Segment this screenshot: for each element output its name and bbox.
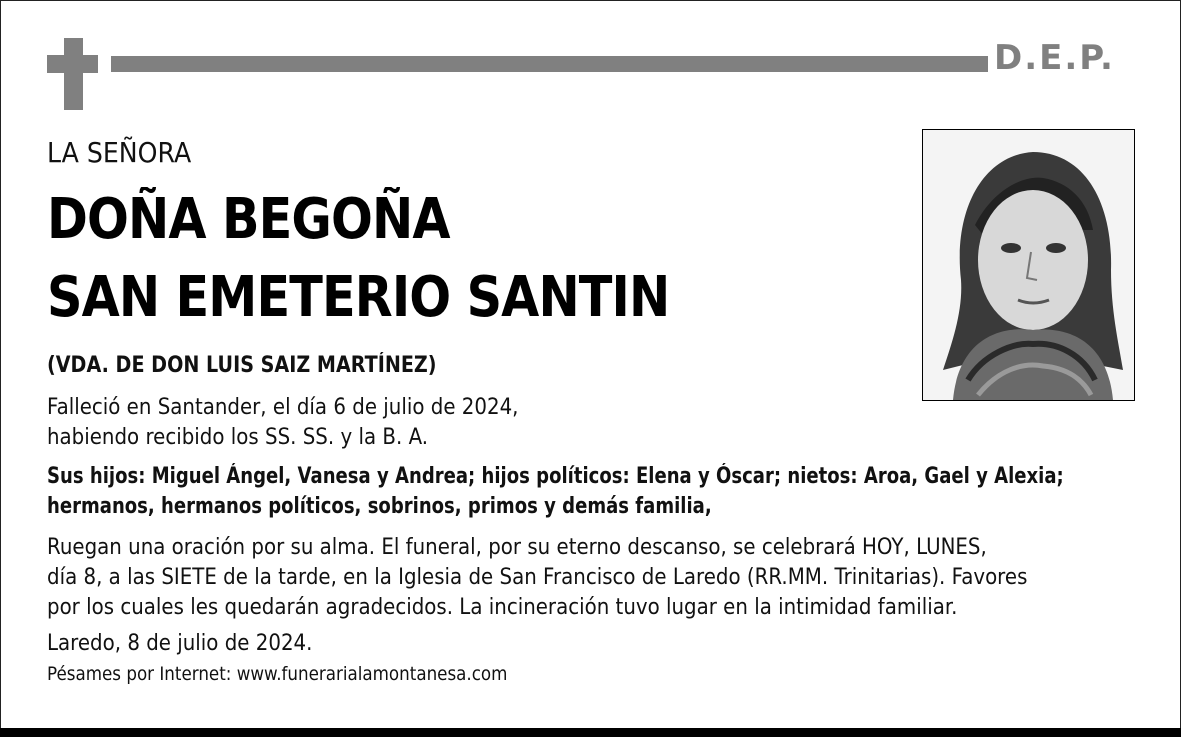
header-rule [111, 56, 988, 72]
dep-label: D.E.P. [994, 38, 1115, 78]
family-line-1: Sus hijos: Miguel Ángel, Vanesa y Andrea; hijos políticos: Elena y Óscar; nietos: Aroa, Gael y Alexia; [47, 464, 1064, 489]
death-line-2: habiendo recibido los SS. SS. y la B. A. [47, 425, 429, 450]
family-line-2: hermanos, hermanos políticos, sobrinos, primos y demás familia, [47, 494, 712, 519]
request-line-3: por los cuales les quedarán agradecidos. La incineración tuvo lugar en la intimidad familiar. [47, 595, 958, 620]
cross-icon [64, 38, 83, 110]
death-line-1: Falleció en Santander, el día 6 de julio de 2024, [47, 395, 519, 420]
cross-icon-bar [47, 55, 98, 73]
portrait-image [923, 130, 1134, 400]
deceased-name-line2: SAN EMETERIO SANTIN [47, 265, 670, 330]
request-line-1: Ruegan una oración por su alma. El funeral, por su eterno descanso, se celebrará HOY, LUNES, [47, 535, 987, 560]
place-date: Laredo, 8 de julio de 2024. [47, 631, 313, 656]
portrait-photo [922, 129, 1135, 401]
widow-of: (VDA. DE DON LUIS SAIZ MARTÍNEZ) [47, 353, 437, 378]
condolences-line: Pésames por Internet: www.funerarialamontanesa.com [47, 663, 508, 685]
bottom-rule [0, 728, 1181, 737]
title-prefix: LA SEÑORA [47, 136, 192, 169]
deceased-name-line1: DOÑA BEGOÑA [47, 187, 450, 252]
request-line-2: día 8, a las SIETE de la tarde, en la Iglesia de San Francisco de Laredo (RR.MM. Trinitarias). Favores [47, 565, 1028, 590]
